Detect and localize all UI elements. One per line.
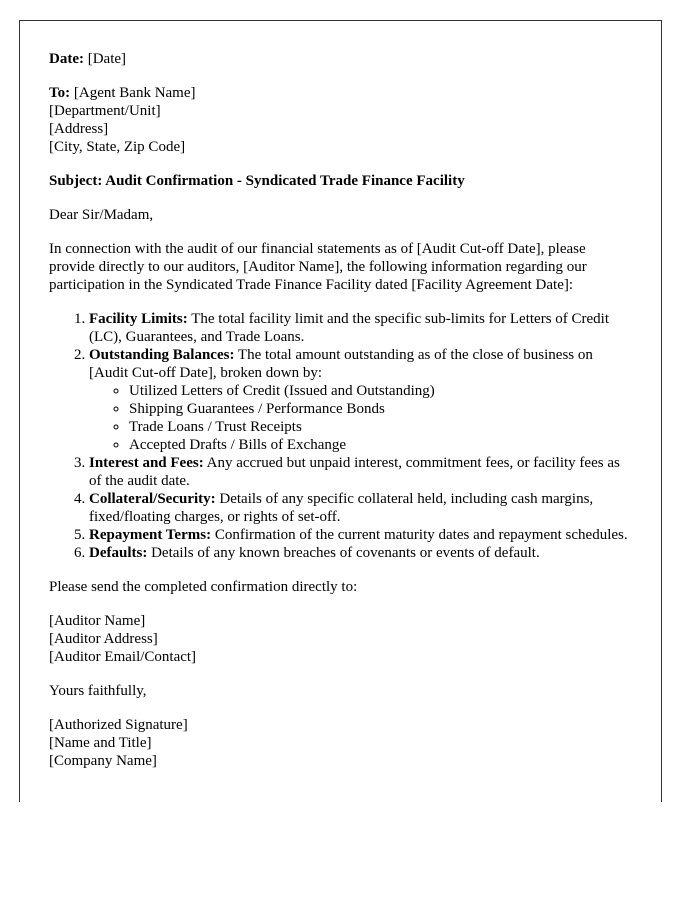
sub-list-item: ◦ Accepted Drafts / Bills of Exchange	[129, 436, 632, 454]
sub-list-item: ◦ Utilized Letters of Credit (Issued and Outstanding)	[129, 382, 632, 400]
send-to-line: Please send the completed confirmation directly to:	[49, 579, 358, 595]
list-item: 6. Defaults: Details of any known breaches of covenants or events of default.	[89, 544, 632, 562]
auditor-block: [Auditor Name] [Auditor Address] [Auditor Email/Contact]	[49, 613, 197, 665]
subject-line: Subject: Audit Confirmation - Syndicated Trade Finance Facility	[49, 173, 465, 189]
date-line: Date: [Date]	[49, 51, 127, 67]
list-item: 1. Facility Limits: The total facility limit and the specific sub-limits for Letters of Credit (LC), Guarantees, and Trade Loans.	[89, 310, 632, 346]
closing: Yours faithfully,	[49, 683, 147, 699]
list-item: 3. Interest and Fees: Any accrued but unpaid interest, commitment fees, or facility fees as of the audit date.	[89, 454, 632, 490]
letter-page	[19, 20, 662, 802]
salutation: Dear Sir/Madam,	[49, 207, 154, 223]
recipient-block: To: [Agent Bank Name] [Department/Unit] [Address] [City, State, Zip Code]	[49, 85, 196, 155]
sub-list-item: ◦ Shipping Guarantees / Performance Bonds	[129, 400, 632, 418]
list-item: 5. Repayment Terms: Confirmation of the current maturity dates and repayment schedules.	[89, 526, 632, 544]
list-item: 4. Collateral/Security: Details of any specific collateral held, including cash margins, fixed/floating charges, or rights of set-off.	[89, 490, 632, 526]
sub-list-item: ◦ Trade Loans / Trust Receipts	[129, 418, 632, 436]
intro-paragraph: In connection with the audit of our financial statements as of [Audit Cut-off Date], please provide directly to our auditors, [Auditor Name], the following information regarding our participation in the Syndicated Trade Finance Facility dated [Facility Agreement Date]:	[49, 241, 587, 293]
sub-list	[89, 382, 632, 454]
list-item: 2. Outstanding Balances: The total amount outstanding as of the close of business on [Audit Cut-off Date], broken down by: ◦ Utilized Letters of Credit (Issued and Outstanding) ◦ Shipping Guarantees / Performance Bonds ◦ Trade Loans / Trust Receipts ◦ Accepted Drafts / Bills of Exchange	[89, 346, 632, 454]
signature-block: [Authorized Signature] [Name and Title] [Company Name]	[49, 717, 188, 769]
request-list	[49, 310, 632, 562]
